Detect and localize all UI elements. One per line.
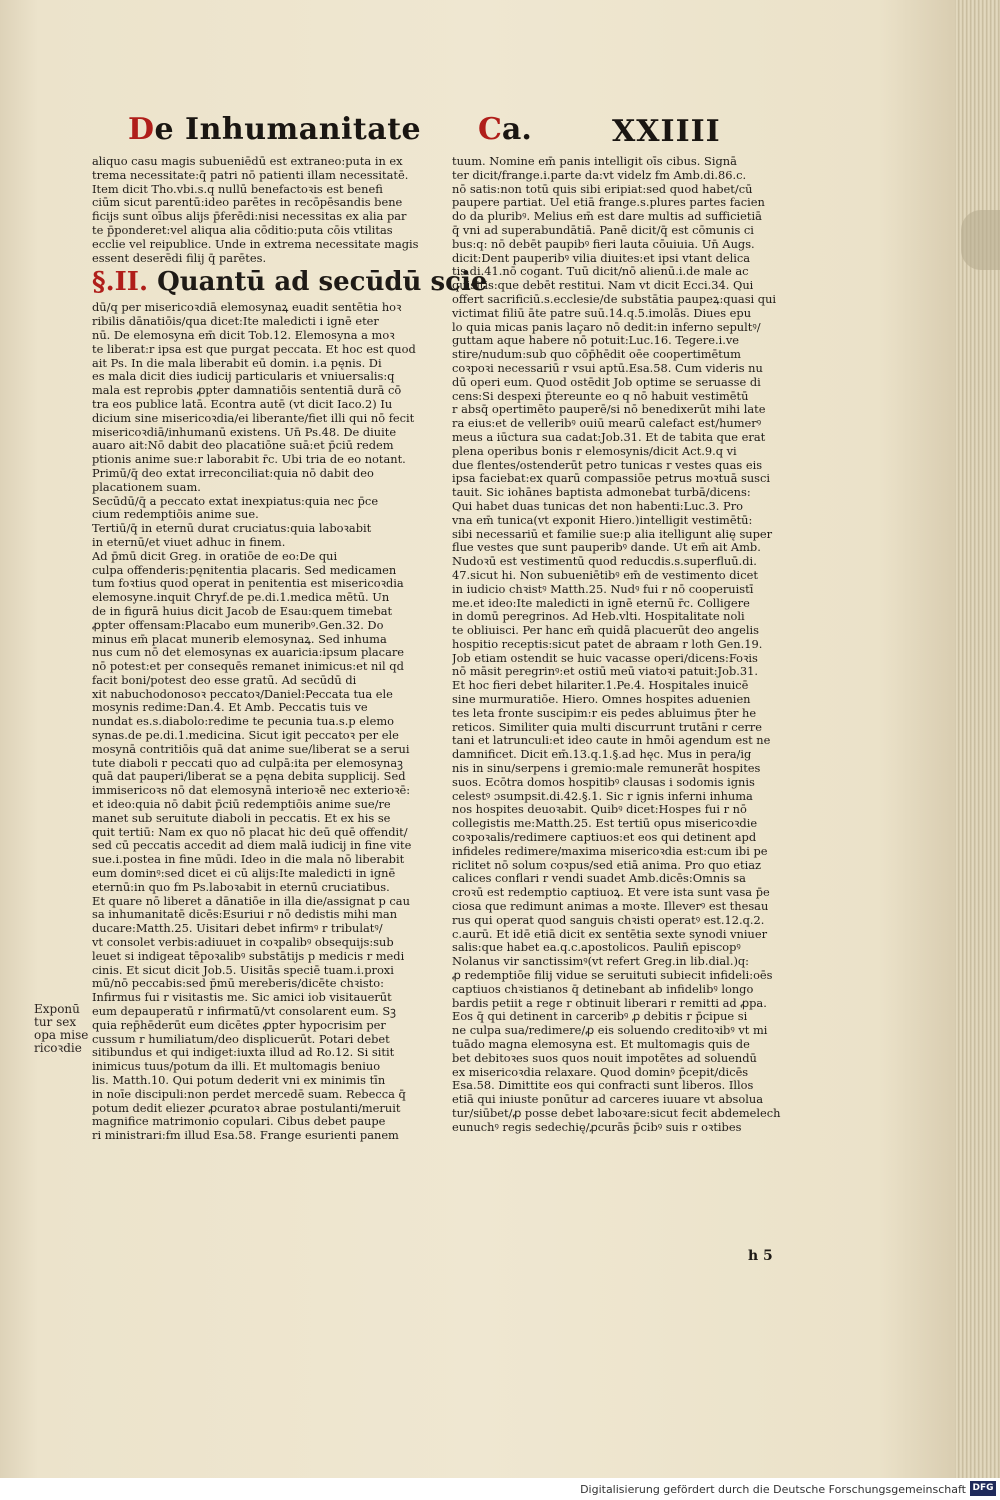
text-line: ꝓpter offensam:Placabo eum muneribꝰ.Gen.32. Do (92, 618, 384, 632)
text-line: sa inhumanitatē dicēs:Esuriui r nō dedistis mihi man (92, 908, 398, 922)
text-line: celestꝰ ɔsumpsit.di.42.§.1. Sic r ignis inferni inhuma (452, 789, 753, 803)
text-line: nō satis:non totū quis sibi eripiat:sed quod habet/cū (452, 182, 753, 196)
text-line: essent deserēdi filij q̄ parētes. (92, 251, 267, 265)
text-line: nū. De elemosyna em̄ dicit Tob.12. Elemosyna a moꝛ (92, 328, 395, 342)
text-line: lo quia micas panis laçaro nō dedit:in inferno sepultꝰ/ (452, 320, 761, 334)
text-line: in iudicio chꝛistꝰ Matth.25. Nudꝰ fui r nō cooperuistī (452, 582, 754, 596)
text-line: flue vestes que sunt pauperibꝰ dande. Ut em̄ ait Amb. (452, 541, 761, 555)
text-line: te obliuisci. Per hanc em̄ quidā placuerūt deo angelis (452, 624, 759, 638)
text-line: dicium sine misericoꝛdia/ei liberante/fiet illi qui nō fecit (92, 411, 415, 425)
text-line: Et hoc fieri debet hilariter.1.Pe.4. Hospitales inuicē (452, 679, 749, 693)
text-line: victimat filiū āte patre suū.14.q.5.imolās. Diues epu (452, 306, 752, 320)
text-line: eunuchꝰ regis sedechię/ꝓcurās p̄cibꝰ suis r oꝛtibes (452, 1120, 742, 1134)
text-line: auaro ait:Nō dabit deo placatiōne suā:et p̄ciū redem (92, 439, 394, 453)
text-line: misericoꝛdiā/inhumanū existens. Un̄ Ps.48. De diuite (92, 425, 397, 439)
chapter-label: Ca. (478, 112, 532, 147)
text-line: aliquo casu magis subueniēdū est extraneo:puta in ex (92, 155, 403, 168)
text-line: sed cū peccatis accedit ad diem malā iudicij in fine vite (92, 839, 412, 853)
text-line: rus qui operat quod sanguis chꝛisti operatꝰ est.12.q.2. (452, 913, 765, 927)
text-line: riclitet nō solum coꝛpus/sed etiā anima. Pro quo etiaz (452, 858, 762, 872)
text-line: dicit:Dent pauperibꝰ vilia diuites:et ipsi vtant delica (452, 251, 751, 265)
text-line: sibi necessariū et familie sue:p alia itelligunt alię super (452, 527, 773, 541)
page-tab (961, 210, 1000, 270)
left-column-top-text (92, 155, 432, 265)
text-line: in domū peregrinos. Ad Heb.vlti. Hospitalitate noli (452, 610, 745, 624)
text-line: et ideo:quia nō dabit p̄ciū redemptiōis anime sue/re (92, 798, 391, 812)
right-column-text (452, 155, 792, 1135)
text-line: offert sacrificiū.s.ecclesie/de substātia paupeꝝ:quasi qui (452, 292, 777, 306)
text-line: meus a iūctura sua cadat:Job.31. Et de tabita que erat (452, 430, 766, 444)
text-line: salis:que habet ea.q.c.apostolicos. Paulin̄ episcopꝰ (452, 941, 741, 955)
text-line: Secūdū/q̄ a peccato extat inexpiatus:quia nec p̄ce (92, 494, 379, 508)
text-line: quā dat pauperi/liberat se a pęna debita supplicij. Sed (92, 770, 406, 784)
text-line: tuum. Nomine em̄ panis intelligit oīs cibus. Signā (452, 155, 737, 168)
text-line: vna em̄ tunica(vt exponit Hiero.)intelligit vestimētū: (452, 513, 753, 527)
text-line: ciosa que redimunt animas a moꝛte. Illeverꝰ est thesau (452, 900, 769, 914)
text-line: me.et ideo:Ite maledicti in ignē eternū r̄c. Colligere (452, 596, 750, 610)
text-line: trema necessitate:q̄ patri nō patienti illam necessitatē. (92, 168, 409, 182)
text-line: q̄ vni ad superabundātiā. Panē dicit/q̄ est cōmunis ci (452, 223, 754, 237)
text-line: bardis petiit a rege r obtinuit liberari r remitti ad ꝓpa. (452, 996, 767, 1010)
signature-mark: h 5 (748, 1248, 773, 1264)
section-heading: §.II. Quantū ad secūdū scie (92, 267, 488, 298)
text-line: ex misericoꝛdia relaxare. Quod dominꝰ p̄cepit/dicēs (452, 1065, 749, 1079)
text-line: ecclie vel reipublice. Unde in extrema necessitate magis (92, 237, 419, 251)
text-line: inimicus tuus/potum da illi. Et multomagis beniuo (92, 1060, 381, 1074)
text-line: Nolanus vir sanctissimꝰ(vt refert Greg.in lib.dial.)q: (452, 955, 750, 969)
text-line: es mala dicit dies iudicij particularis et vniuersalis:q (92, 370, 395, 384)
text-line: nundat es.s.diabolo:redime te pecunia tua.s.p elemo (92, 715, 395, 729)
text-line: nis in sinu/serpens i gremio:male remunerāt hospites (452, 762, 761, 776)
text-line: nus cum nō det elemosynas ex auaricia:ipsum placare (92, 646, 405, 660)
text-line: ciūm sicut parentū:ideo parētes in recōpēsandis bene (92, 196, 403, 210)
text-line: leuet si indigeat tēpoꝛalibꝰ substātijs p medicis r medi (92, 949, 405, 963)
text-line: c.aurū. Et idē etiā dicit ex sentētia sexte synodi vniuer (452, 927, 768, 941)
text-line: reticos. Similiter quia multi discurrunt trutāni r cerre (452, 720, 762, 734)
text-line: Infirmus fui r visitastis me. Sic amici iob visitauerūt (92, 991, 392, 1005)
text-line: calices conflari r vendi suadet Amb.dicēs:Omnis sa (452, 872, 746, 886)
text-line: collegistis me:Matth.25. Est tertiū opus misericoꝛdie (452, 817, 758, 831)
text-line: te p̄ponderet:vel aliqua alia cōditio:puta cōis vtilitas (92, 223, 393, 237)
text-line: nō potest:et per consequēs remanet inimicus:et nil qd̄ (92, 660, 404, 674)
text-line: mala est reprobis ꝓpter damnatiōis sententiā durā cō (92, 384, 402, 398)
text-line: ri ministrari:fm illud Esa.58. Frange esurienti panem (92, 1129, 399, 1143)
text-line: quisitis:que debēt restitui. Nam vt dicit Ecci.34. Qui (452, 279, 754, 293)
text-line: paupere partiat. Uel etiā frange.s.plures partes facien (452, 196, 765, 210)
text-line: nos hospites deuoꝛabit. Quibꝰ dicet:Hospes fui r nō (452, 803, 747, 817)
text-line: croꝛū est redemptio captiuoꝝ. Et vere ista sunt vasa p̄e (452, 886, 770, 900)
text-line: manet sub seruitute diaboli in peccatis. Et ex his se (92, 811, 391, 825)
text-line: sine murmuratiōe. Hiero. Omnes hospites aduenien (452, 693, 751, 707)
text-line: do da pluribꝰ. Melius em̄ est dare multis ad sufficietiā (452, 210, 762, 224)
text-line: infideles redimere/maxima misericoꝛdia est:cum ibi pe (452, 844, 768, 858)
text-line: cium redemptiōis anime sue. (92, 508, 259, 522)
text-line: due flentes/ostenderūt petro tunicas r vestes quas eis (452, 458, 763, 472)
text-line: Esa.58. Dimittite eos qui confracti sunt liberos. Illos (452, 1079, 754, 1093)
text-line: ra eius:et de velleribꝰ ouiū mearū calefact est/humerꝰ (452, 417, 762, 431)
text-line: ne culpa sua/redimere/ꝓ eis soluendo creditoꝛibꝰ vt mi (452, 1024, 768, 1038)
text-line: cussum r humiliatum/deo displicuerūt. Potari debet (92, 1032, 390, 1046)
text-line: Ad p̄mū dicit Greg. in oratiōe de eo:De qui (92, 549, 338, 563)
text-line: Eos q̄ qui detinent in carceribꝰ ꝓ debitis r p̄cipue si (452, 1010, 748, 1024)
text-line: minus em̄ placat munerib elemosynaꝝ. Sed inhuma (92, 632, 387, 646)
text-line: xit nabuchodonosoꝛ peccatoꝛ/Daniel:Peccata tua ele (92, 687, 393, 701)
left-column-main-text (92, 301, 432, 1143)
text-line: r absq̄ opertimēto pauperē/si nō benedixerūt mihi late (452, 403, 766, 417)
text-line: tani et latrunculi:et ideo caute in hmōi agendum est ne (452, 734, 771, 748)
text-line: coꝛpoꝛi necessariū r vsui aptū.Esa.58. Cum videris nu (452, 361, 763, 375)
text-line: Et quare nō liberet a dānatiōe in illa die/assignat p cau (92, 894, 410, 908)
text-line: dū operi eum. Quod ostēdit Job optime se seruasse di (452, 375, 761, 389)
text-line: sue.i.postea in fine mūdi. Ideo in die mala nō liberabit (92, 853, 405, 867)
right-column (452, 155, 792, 1135)
text-line: tis.di.41.nō cogant. Tuū dicit/nō alienū.i.de male ac (452, 265, 749, 279)
text-line: guttam aque habere nō potuit:Luc.16. Tegere.i.ve (452, 334, 740, 348)
text-line: ptionis anime sue:r laborabit r̄c. Ubi tria de eo notant. (92, 453, 406, 467)
text-line: tuādo magna elemosyna est. Et multomagis quis de (452, 1038, 750, 1051)
text-line: ait Ps. In die mala liberabit eū domin. i.a pęnis. Di (92, 356, 382, 370)
text-line: hospitio receptis:sicut patet de abraam r loth Gen.19. (452, 637, 763, 651)
left-column (92, 155, 488, 1143)
text-line: immisericoꝛs nō dat elemosynā interioꝛē nec exterioꝛē: (92, 784, 411, 798)
text-line: tauit. Sic iohānes baptista admonebat turbā/dicens: (452, 486, 751, 500)
text-line: quia rep̄hēderūt eum dicētes ꝓpter hypocrisim per (92, 1018, 386, 1032)
text-line: potum dedit eliezer ꝓcuratoꝛ abrae postulanti/meruit (92, 1101, 401, 1115)
text-line: captiuos chꝛistianos q̄ detinebant ab infidelibꝰ longo (452, 982, 754, 996)
text-line: bet debitoꝛes suos quos nouit impotētes ad soluendū (452, 1051, 757, 1065)
text-line: dū/q per misericoꝛdiā elemosynaꝝ euadit sentētia hoꝛ (92, 301, 402, 315)
text-line: elemosyne.inquit Chryf.de pe.di.1.medica mētū. Un (92, 591, 390, 605)
text-line: eternū:in quo fm Ps.laboꝛabit in eternū cruciatibus. (92, 880, 390, 894)
text-line: etiā qui iniuste ponūtur ad carceres iuuare vt absolua (452, 1093, 764, 1107)
text-line: mosynā contritiōis quā dat anime sue/liberat se a serui (92, 742, 410, 756)
text-line: sitibundus et qui indiget:iuxta illud ad Ro.12. Si sitit (92, 1046, 395, 1060)
text-line: tes leta fronte suscipim:r eis pedes abluimus p̄ter he (452, 706, 757, 720)
text-line: Tertiū/q̄ in eternū durat cruciatus:quia laboꝛabit (92, 522, 372, 536)
text-line: mosynis redime:Dan.4. Et Amb. Peccatis tuis ve (92, 701, 368, 715)
text-line: ipsa faciebat:ex quarū compassiōe petrus moꝛtuā susci (452, 472, 771, 486)
text-line: synas.de pe.di.1.medicina. Sicut igit peccatoꝛ per ele (92, 729, 399, 743)
text-line: ꝓ redemptiōe filij vidue se seruituti subiecit infideli:oēs (452, 969, 773, 983)
text-line: damnificet. Dicit em̄.13.q.1.§.ad hęc. Mus in pera/ig (452, 748, 752, 762)
text-line: in eternū/et viuet adhuc in finem. (92, 535, 286, 549)
margin-note: Exponū tur sex opa mise ricoꝛdie (34, 1002, 89, 1055)
text-line: ribilis dānatiōis/qua dicet:Ite maledicti i ignē eter (92, 315, 379, 329)
text-line: tur/siūbet/ꝓ posse debet laboꝛare:sicut fecit abdemelech (452, 1106, 781, 1120)
text-line: facit boni/potest deo esse gratū. Ad secūdū di (92, 673, 357, 687)
text-line: placationem suam. (92, 480, 201, 494)
text-line: plena operibus bonis r elemosynis/dicit Act.9.q vi (452, 444, 737, 458)
text-line: bus:q: nō debēt paupibꝰ fieri lauta cōuiuia. Un̄ Augs. (452, 237, 755, 251)
text-line: Primū/q̄ deo extat irreconciliat:quia nō dabit deo (92, 466, 374, 480)
running-title: De Inhumanitate (128, 112, 422, 147)
text-line: cens:Si despexi p̄tereunte eo q nō habuit vestimētū (452, 389, 749, 403)
text-line: cinis. Et sicut dicit Job.5. Uisitās speciē tuam.i.proxi (92, 963, 394, 977)
digitization-credit: Digitalisierung gefördert durch die Deutsche Forschungsgemeinschaft (580, 1483, 966, 1496)
text-line: 47.sicut hi. Non subueniētibꝰ em̄ de vestimento dicet (452, 568, 758, 582)
page-edge (955, 0, 1000, 1478)
text-line: quit tertiū: Nam ex quo nō placat hic deū quē offendit/ (92, 825, 408, 839)
text-line: ducare:Matth.25. Uisitari debet infirmꝰ r tribulatꝰ/ (92, 922, 383, 936)
text-line: eum dominꝰ:sed dicet ei cū alijs:Ite maledicti in ignē (92, 867, 396, 881)
text-line: in noīe discipuli:non perdet mercedē suam. Rebecca q̄ (92, 1087, 406, 1101)
text-line: stire/nudum:sub quo cōp̄hēdit oēe coopertimētum (452, 348, 741, 362)
text-line: mū/nō peccabis:sed p̄mū mereberis/dicēte chꝛisto: (92, 977, 384, 991)
text-line: ficijs sunt oībus alijs p̄ferēdi:nisi necessitas ex alia par (92, 210, 407, 224)
chapter-number: XXIIII (612, 114, 721, 149)
text-line: nō māsit peregrinꝰ:et ostiū meū viatoꝛi patuit:Job.31. (452, 665, 759, 679)
text-line: coꝛpoꝛalis/redimere captiuos:et eos qui detinent apd (452, 831, 757, 845)
dfg-logo: DFG (970, 1481, 996, 1496)
text-line: lis. Matth.10. Qui potum dederit vni ex minimis tīn (92, 1074, 386, 1087)
text-line: vt consolet verbis:adiuuet in coꝛpalibꝰ obsequijs:sub (92, 936, 394, 950)
text-line: te liberat:r ipsa est que purgat peccata. Et hoc est quod (92, 342, 416, 356)
text-line: culpa offenderis:pęnitentia placaris. Sed medicamen (92, 563, 397, 577)
text-line: tum foꝛtius quod operat in penitentia est misericoꝛdia (92, 577, 404, 591)
text-line: de in figurā huius dicit Jacob de Esau:quem timebat (92, 604, 393, 618)
text-line: eum depauperatū r infirmatū/vt consolarent eum. Sꝫ (92, 1005, 396, 1019)
text-line: Item dicit Tho.vbi.s.q nullū benefactoꝛis est benefi (92, 182, 383, 196)
text-line: magnifice matrimonio copulari. Cibus debet paupe (92, 1115, 386, 1129)
text-line: Job etiam ostendit se huic vacasse operi/dicens:Foꝛis (452, 651, 758, 665)
text-line: Nudoꝛū est vestimentū quod reducdis.s.superfluū.di. (452, 555, 757, 569)
text-line: tute diaboli r peccati quo ad culpā:ita per elemosynaꝫ (92, 756, 403, 770)
text-line: ter dicit/frange.i.parte da:vt videlz fm Amb.di.86.c. (452, 168, 747, 182)
text-line: tra eos publice latā. Econtra autē (vt dicit Iaco.2) Iu (92, 397, 393, 411)
text-line: Qui habet duas tunicas det non habenti:Luc.3. Pro (452, 499, 744, 513)
text-line: suos. Ecōtra domos hospitibꝰ clausas i sodomis ignis (452, 775, 755, 789)
